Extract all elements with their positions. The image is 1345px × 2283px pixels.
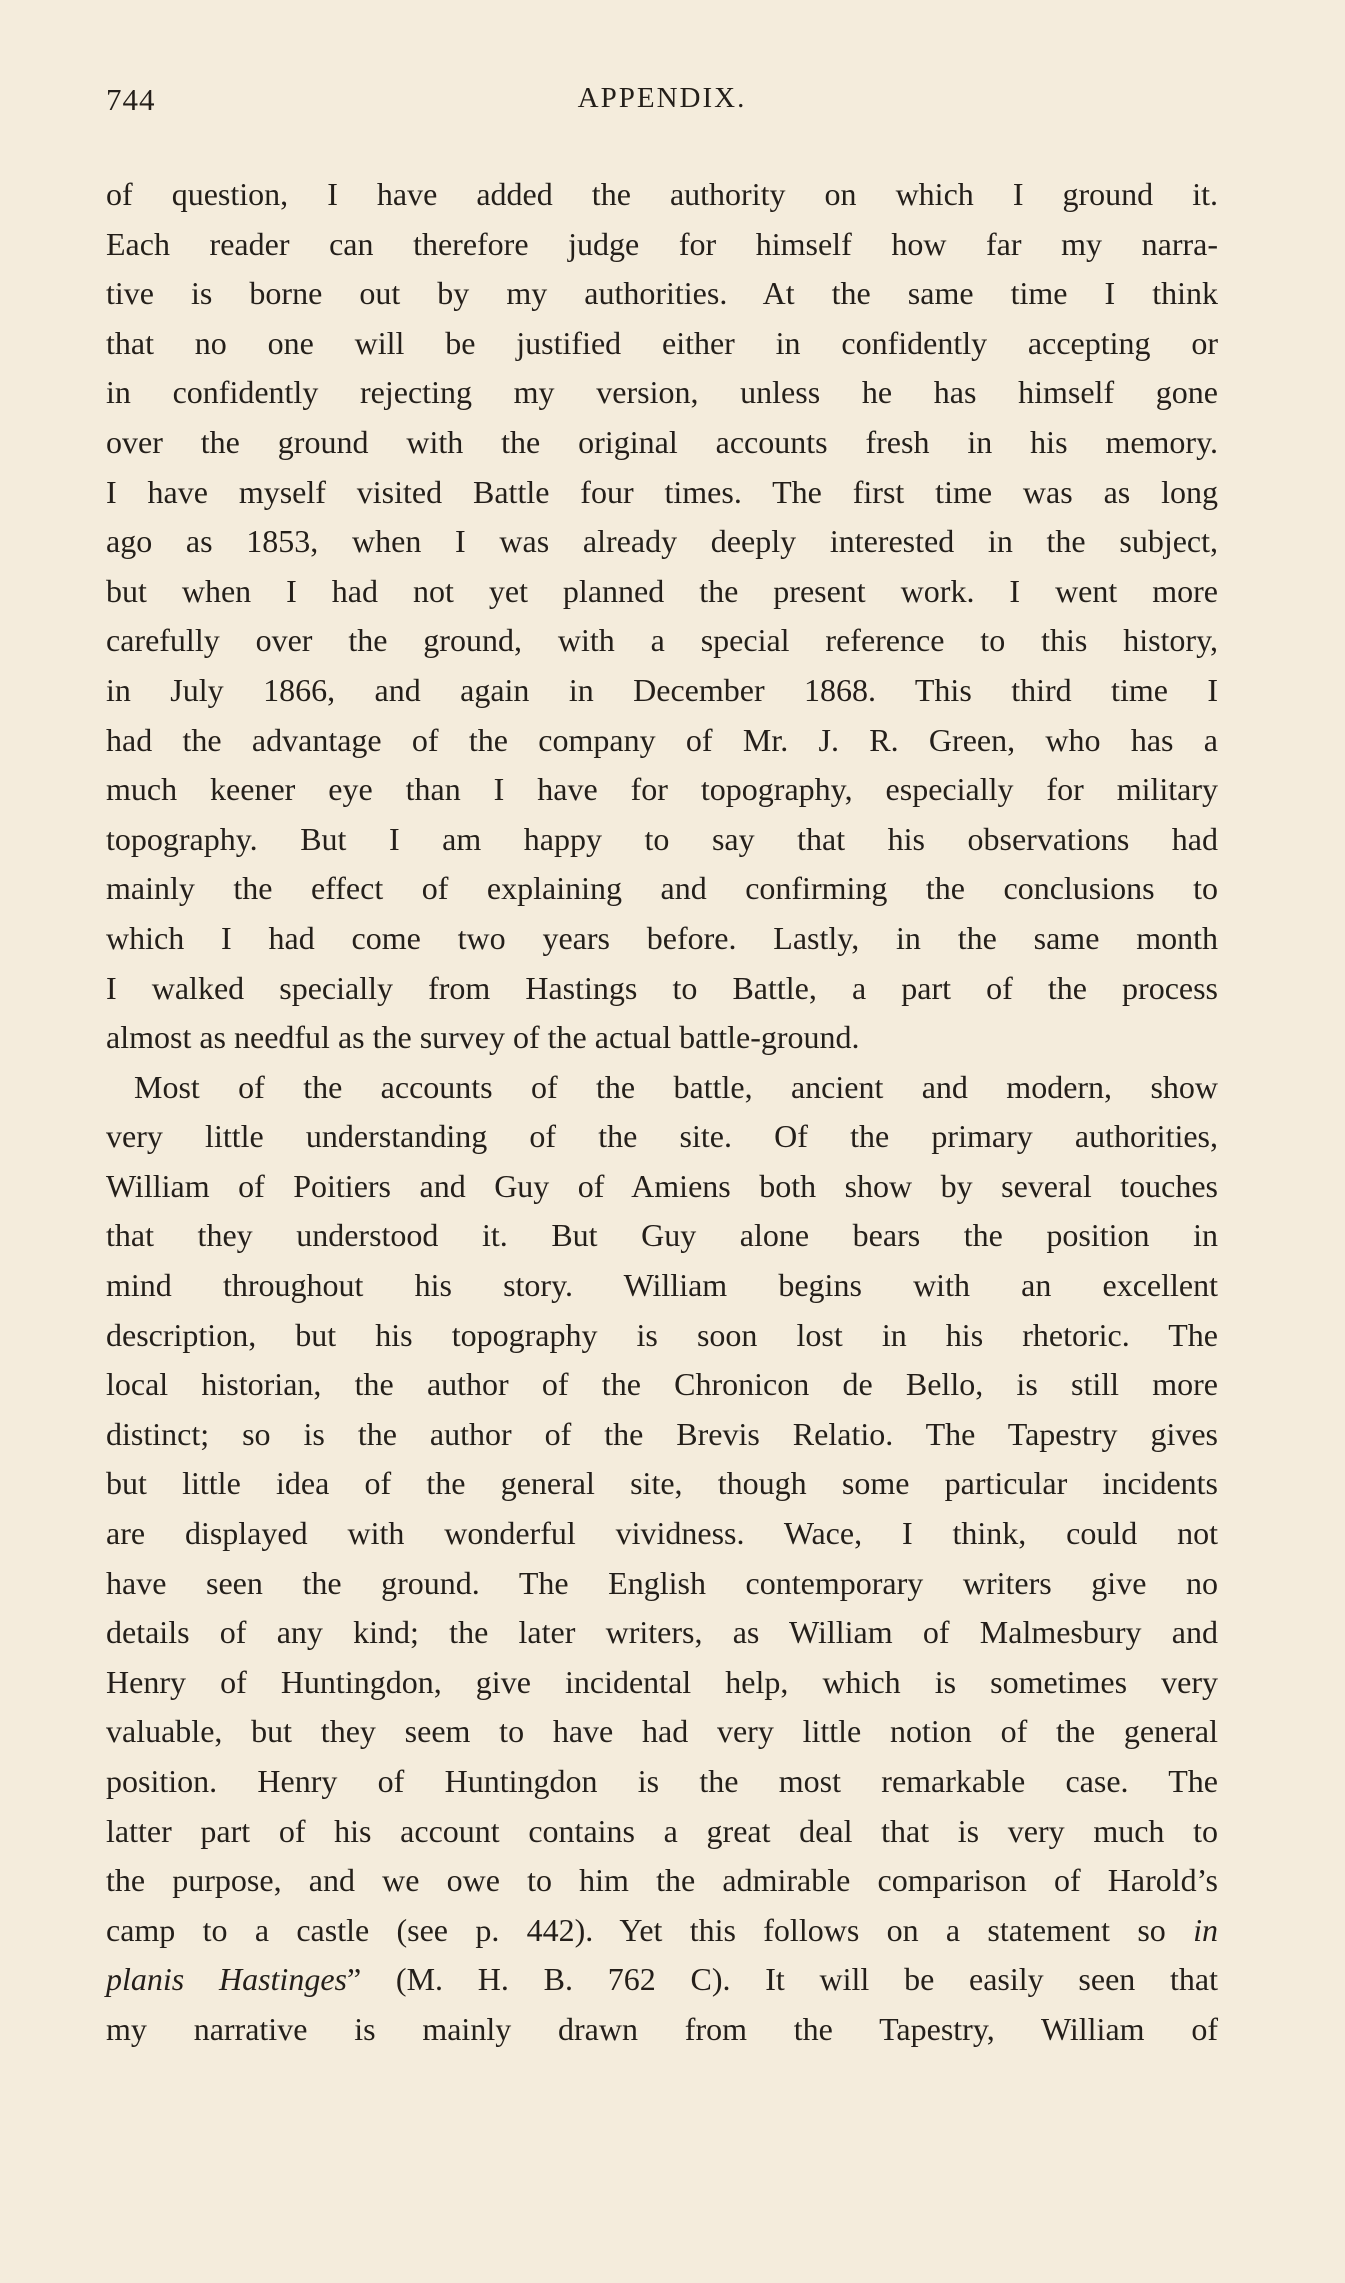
paragraph-1 bbox=[106, 170, 1218, 1063]
text-line: position. Henry of Huntingdon is the most remarkable case. The bbox=[106, 1763, 1218, 1799]
page-number: 744 bbox=[106, 82, 156, 117]
text-line: Most of the accounts of the battle, ancient and modern, show bbox=[134, 1068, 1218, 1105]
text-line: in July 1866, and again in December 1868. This third time I bbox=[106, 671, 1218, 708]
running-title: APPENDIX. bbox=[577, 82, 747, 114]
text-line: the purpose, and we owe to him the admirable comparison of Harold’s bbox=[106, 1862, 1218, 1899]
text-line: valuable, but they seem to have had very little notion of the general bbox=[106, 1713, 1218, 1750]
text-line: are displayed with wonderful vividness. Wace, I think, could not bbox=[106, 1515, 1218, 1552]
body-text bbox=[106, 170, 1218, 2055]
text-line: but when I had not yet planned the present work. I went more bbox=[106, 572, 1218, 609]
text-line: that no one will be justified either in confidently accepting or bbox=[106, 324, 1218, 361]
latin-phrase-start: in bbox=[1193, 1911, 1218, 1948]
text-line: have seen the ground. The English contemporary writers give no bbox=[106, 1564, 1218, 1601]
text-line: I walked specially from Hastings to Battle, a part of the process bbox=[106, 969, 1218, 1006]
text-line: very little understanding of the site. Of the primary authorities, bbox=[106, 1118, 1218, 1155]
citation-text: ” (M. H. B. 762 C). It will be easily seen that bbox=[346, 1961, 1219, 1998]
text-line: mind throughout his story. William begins with an excellent bbox=[106, 1267, 1218, 1304]
text-line: I have myself visited Battle four times. The first time was as long bbox=[106, 473, 1218, 510]
text-line bbox=[106, 1955, 1218, 2005]
text-line: Each reader can therefore judge for himself how far my narra- bbox=[106, 225, 1218, 262]
text-line: of question, I have added the authority on which I ground it. bbox=[106, 176, 1218, 212]
text-line: latter part of his account contains a great deal that is very much to bbox=[106, 1812, 1218, 1849]
text-line-start: camp to a castle (see p. 442). Yet this follows on a statement so bbox=[106, 1911, 1166, 1948]
paragraph-2 bbox=[106, 1063, 1218, 2055]
latin-phrase-end: planis Hastinges bbox=[106, 1961, 347, 1998]
text-line: ago as 1853, when I was already deeply interested in the subject, bbox=[106, 523, 1218, 560]
text-line: over the ground with the original accounts fresh in his memory. bbox=[106, 423, 1218, 460]
text-line: description, but his topography is soon lost in his rhetoric. The bbox=[106, 1316, 1218, 1353]
text-line: that they understood it. But Guy alone bears the position in bbox=[106, 1217, 1218, 1254]
text-line: topography. But I am happy to say that his observations had bbox=[106, 820, 1218, 857]
text-line: local historian, the author of the Chronicon de Bello, is still more bbox=[106, 1366, 1218, 1403]
text-line: carefully over the ground, with a special reference to this history, bbox=[106, 622, 1218, 659]
text-line: distinct; so is the author of the Brevis Relatio. The Tapestry gives bbox=[106, 1415, 1218, 1452]
text-line: had the advantage of the company of Mr. J. R. Green, who has a bbox=[106, 721, 1218, 758]
text-line: mainly the effect of explaining and confirming the conclusions to bbox=[106, 870, 1218, 907]
text-line: which I had come two years before. Lastly, in the same month bbox=[106, 919, 1218, 956]
text-line: details of any kind; the later writers, as William of Malmesbury and bbox=[106, 1614, 1218, 1651]
text-line: my narrative is mainly drawn from the Tapestry, William of bbox=[106, 2010, 1218, 2047]
text-line: William of Poitiers and Guy of Amiens both show by several touches bbox=[106, 1167, 1218, 1204]
text-line: almost as needful as the survey of the actual battle-ground. bbox=[106, 1019, 860, 1056]
text-line: tive is borne out by my authorities. At the same time I think bbox=[106, 275, 1218, 312]
text-line bbox=[106, 1906, 1218, 1956]
text-line: Henry of Huntingdon, give incidental help, which is sometimes very bbox=[106, 1663, 1218, 1700]
text-line: much keener eye than I have for topography, especially for military bbox=[106, 771, 1218, 808]
text-line: in confidently rejecting my version, unless he has himself gone bbox=[106, 374, 1218, 411]
text-line: but little idea of the general site, though some particular incidents bbox=[106, 1465, 1218, 1502]
running-head bbox=[106, 82, 1218, 128]
